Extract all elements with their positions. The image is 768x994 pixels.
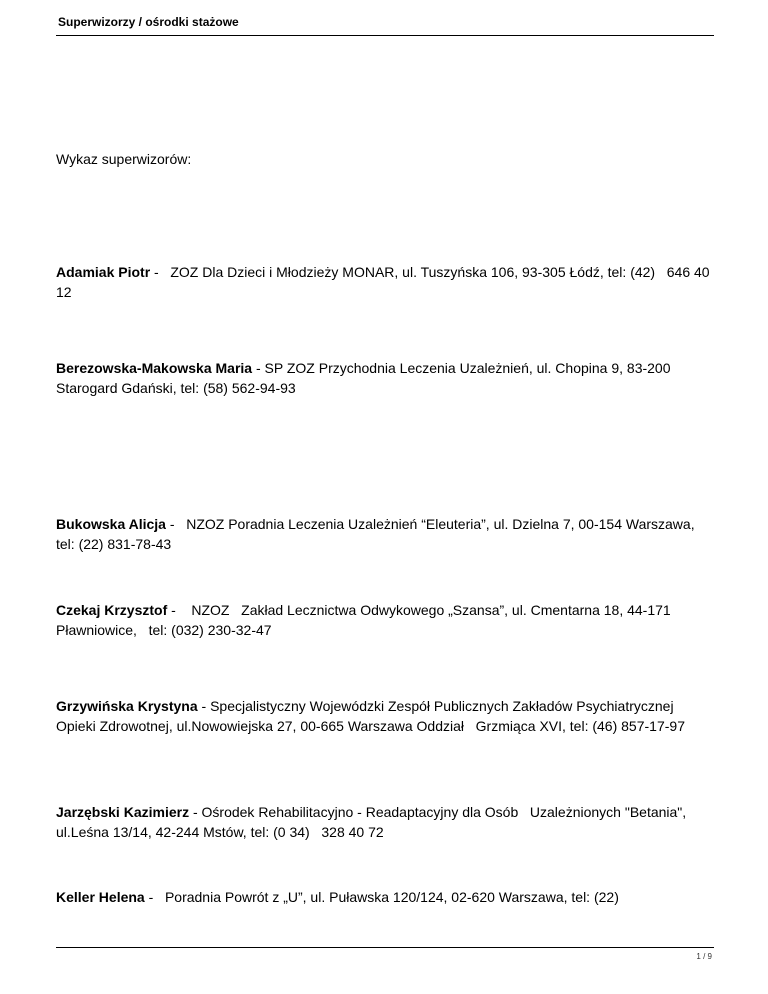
supervisor-entry [56,696,716,736]
supervisor-details: - NZOZ Poradnia Leczenia Uzależnień “Eleuteria”, ul. Dzielna 7, 00-154 Warszawa, tel: (22) 831-78-43 [56,516,699,552]
supervisor-details: - Ośrodek Rehabilitacyjno - Readaptacyjny dla Osób Uzależnionych "Betania", ul.Leśna 13/14, 42-244 Mstów, tel: (0 34) 328 40 72 [56,804,691,840]
page-number: 1 / 9 [696,952,712,961]
header-title: Superwizorzy / ośrodki stażowe [58,15,239,29]
intro-text: Wykaz superwizorów: [56,151,192,167]
supervisor-entry [56,600,716,640]
supervisor-name: Jarzębski Kazimierz [56,804,190,820]
supervisor-entry [56,358,716,398]
supervisor-entry [56,887,716,907]
supervisor-details: - SP ZOZ Przychodnia Leczenia Uzależnień, ul. Chopina 9, 83-200 Starogard Gdański, tel: (58) 562-94-93 [56,360,675,396]
supervisor-details: - ZOZ Dla Dzieci i Młodzieży MONAR, ul. Tuszyńska 106, 93-305 Łódź, tel: (42) 646 40 12 [56,264,714,300]
supervisor-entry [56,262,716,302]
supervisor-name: Keller Helena [56,889,145,905]
supervisor-name: Grzywińska Krystyna [56,698,198,714]
footer-divider [56,947,714,948]
supervisor-name: Berezowska-Makowska Maria [56,360,253,376]
supervisor-details: - NZOZ Zakład Lecznictwa Odwykowego „Szansa”, ul. Cmentarna 18, 44-171 Pławniowice, tel: (032) 230-32-47 [56,602,675,638]
supervisor-entry [56,514,716,554]
supervisor-name: Czekaj Krzysztof [56,602,168,618]
supervisor-details: - Specjalistyczny Wojewódzki Zespół Publicznych Zakładów Psychiatrycznej Opieki Zdrowotnej, ul.Nowowiejska 27, 00-665 Warszawa Oddział Grzmiąca XVI, tel: (46) 857-17-97 [56,698,685,734]
supervisor-name: Adamiak Piotr [56,264,151,280]
page-header [56,10,714,36]
supervisor-name: Bukowska Alicja [56,516,166,532]
supervisor-details: - Poradnia Powrót z „U”, ul. Puławska 120/124, 02-620 Warszawa, tel: (22) [144,889,619,905]
supervisor-entry [56,802,716,842]
